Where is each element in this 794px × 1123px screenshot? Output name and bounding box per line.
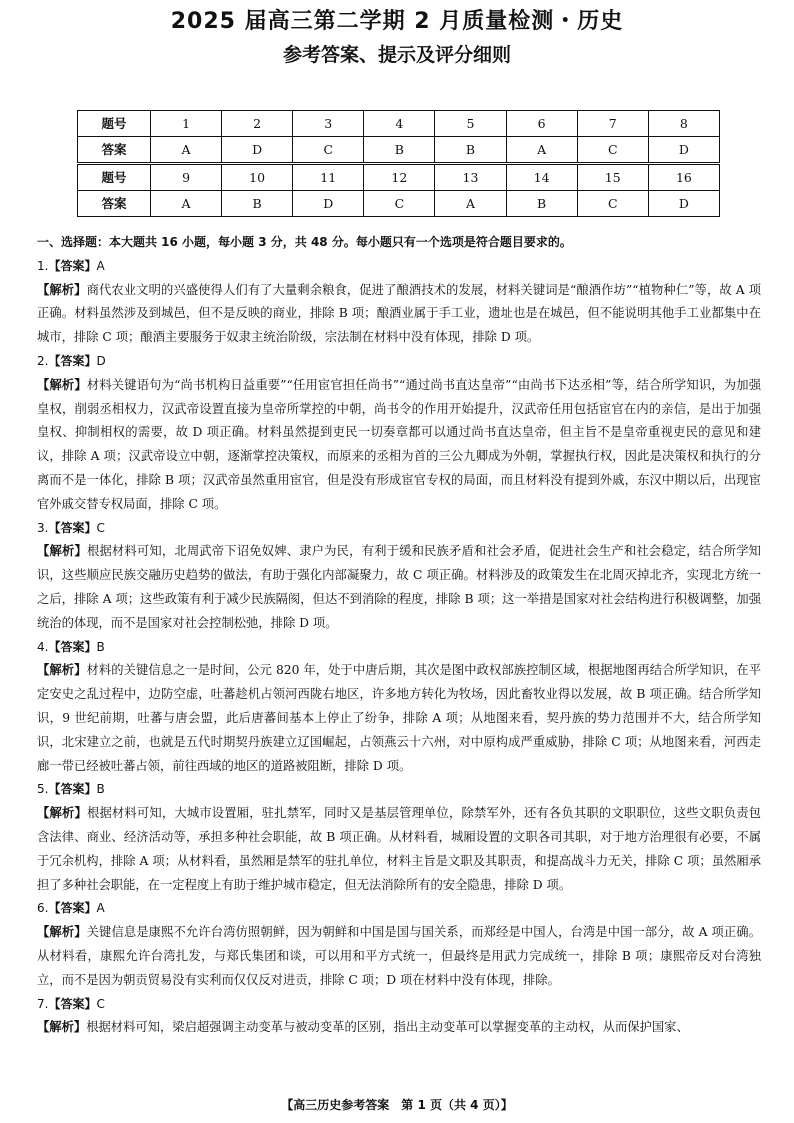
question-6 — [37, 897, 761, 992]
answer-tag: 【答案】 — [48, 353, 97, 368]
table-cell: A — [151, 137, 222, 164]
question-4 — [37, 636, 761, 779]
question-number: 6. — [37, 901, 49, 916]
analysis-text: 根据材料可知，大城市设置厢，驻扎禁军，同时又是基层管理单位，除禁军外，还有各负其职的文职职位，这些文职负责包含法律、商业、经济活动等，承担多种社会职能，故 B 项正确。从材料看，城厢设置的文职各司其职，对于地方治理很有必要，不属于冗余机构，排除 A 项；从材料看，虽然厢是禁军的驻扎单位，材料主旨是文职及其职责，和提高战斗力无关，排除 C 项；虽然厢承担了多种社会职能，在一定程度上有助于维护城市稳定，但无法消除所有的安全隐患，排除 D 项。 — [37, 806, 761, 892]
table-cell: B — [222, 191, 293, 217]
answer-tag: 【答案】 — [48, 520, 97, 535]
analysis-paragraph — [37, 374, 761, 517]
answer-value: B — [96, 782, 105, 797]
table-cell: 1 — [151, 111, 222, 137]
table-cell: 8 — [648, 111, 719, 137]
table-cell: B — [435, 137, 506, 164]
analysis-text: 材料的关键信息之一是时间，公元 820 年，处于中唐后期，其次是图中政权部族控制区域，根据地图再结合所学知识，在平定安史之乱过程中，边防空虚，吐蕃趁机占领河西陇右地区，许多地方转化为牧场，因此畜牧业得以发展，故 B 项正确。结合所学知识，9 世纪前期，吐蕃与唐会盟，此后唐蕃间基本上停止了纷争，排除 A 项；从地图来看，契丹族的势力范围并不大，结合所学知识，北宋建立之前，也就是五代时期契丹族建立辽国崛起，占领燕云十六州，对中原构成严重威胁，排除 C 项；从地图来看，河西走廊一带已经被吐蕃占领，前往西域的地区的道路被阻断，排除 D 项。 — [37, 663, 761, 773]
table-cell: 3 — [293, 111, 364, 137]
answer-line — [37, 350, 761, 374]
table-cell: 13 — [435, 164, 506, 191]
table-cell: B — [364, 137, 435, 164]
table-cell: C — [577, 137, 648, 164]
answer-tag: 【答案】 — [48, 258, 97, 273]
table-row-numbers-1 — [78, 111, 720, 137]
table-cell: A — [435, 191, 506, 217]
answer-tag: 【答案】 — [48, 782, 97, 797]
table-cell: C — [364, 191, 435, 217]
answer-tag: 【答案】 — [48, 639, 97, 654]
analysis-paragraph — [37, 802, 761, 897]
analysis-text: 材料关键语句为“尚书机构日益重要”“任用宦官担任尚书”“通过尚书直达皇帝”“由尚书下达丞相”等，结合所学知识，为加强皇权，削弱丞相权力，汉武帝设置直接为皇帝所掌控的中朝，尚书令的作用开始提升，汉武帝任用包括宦官在内的亲信，是出于加强皇权、抑制相权的需要，故 D 项正确。材料虽然提到吏民一切奏章都可以通过尚书直达皇帝，但主旨不是皇帝重视吏民的意见和建议，排除 A 项；汉武帝设立中朝，逐渐掌控决策权，而原来的丞相为首的三公九卿成为外朝，掌握执行权，因此是决策权和执行的分离而不是一体化，排除 B 项；汉武帝虽然重用宦官，但是没有形成宦官专权的局面，而且材料没有提到外戚，东汉中期以后，出现宦官外戚交替专权局面，排除 C 项。 — [37, 377, 761, 511]
analysis-paragraph — [37, 279, 761, 350]
table-cell: 7 — [577, 111, 648, 137]
answer-explanations — [37, 231, 761, 1040]
table-row-answers-2 — [78, 191, 720, 217]
answer-value: C — [96, 520, 105, 535]
table-cell: 9 — [151, 164, 222, 191]
answer-value: C — [96, 996, 105, 1011]
table-cell: 6 — [506, 111, 577, 137]
analysis-text: 商代农业文明的兴盛使得人们有了大量剩余粮食，促进了酿酒技术的发展，材料关键词是“酿酒作坊”“植物种仁”等，故 A 项正确。材料虽然涉及到城邑，但不是反映的商业，排除 B 项；酿酒业属于手工业，遗址也是在城邑，但不能说明其他手工业都集中在城市，排除 C 项；酿酒主要服务于奴隶主统治阶级，宗法制在材料中没有体现，排除 D 项。 — [37, 282, 761, 345]
analysis-text: 关键信息是康熙不允许台湾仿照朝鲜，因为朝鲜和中国是国与国关系，而郑经是中国人，台湾是中国一部分，故 A 项正确。从材料看，康熙允许台湾扎发，与郑氏集团和谈，可以用和平方式统一，但最终是用武力完成统一，排除 B 项；康熙帝反对台湾独立，而不是因为朝贡贸易没有实利而仅仅反对进贡，排除 C 项；D 项在材料中没有体现，排除。 — [37, 925, 761, 987]
table-cell: 11 — [293, 164, 364, 191]
analysis-tag: 【解析】 — [37, 377, 87, 392]
question-number: 1. — [37, 258, 49, 273]
question-2 — [37, 350, 761, 517]
table-cell: D — [222, 137, 293, 164]
row-label-ans: 答案 — [78, 137, 151, 164]
answer-tag: 【答案】 — [48, 996, 97, 1011]
question-1 — [37, 255, 761, 350]
table-cell: B — [506, 191, 577, 217]
question-number: 3. — [37, 520, 49, 535]
table-cell: D — [648, 137, 719, 164]
question-number: 5. — [37, 782, 49, 797]
analysis-paragraph — [37, 540, 761, 635]
table-cell: C — [293, 137, 364, 164]
answer-line — [37, 897, 761, 921]
section-heading: 一、选择题：本大题共 16 小题，每小题 3 分，共 48 分。每小题只有一个选项是符合题目要求的。 — [37, 235, 572, 249]
question-number: 2. — [37, 353, 49, 368]
table-cell: 5 — [435, 111, 506, 137]
analysis-tag: 【解析】 — [37, 806, 87, 821]
answer-value: A — [96, 901, 105, 916]
question-number: 7. — [37, 996, 49, 1011]
table-cell: A — [151, 191, 222, 217]
analysis-text: 根据材料可知，梁启超强调主动变革与被动变革的区别，指出主动变革可以掌握变革的主动权，从而保护国家、 — [86, 1020, 689, 1035]
table-cell: 10 — [222, 164, 293, 191]
question-5 — [37, 778, 761, 897]
row-label-num: 题号 — [78, 164, 151, 191]
answer-value: B — [96, 639, 105, 654]
analysis-tag: 【解析】 — [37, 663, 87, 678]
analysis-paragraph — [37, 659, 761, 778]
page-title: 2025 届高三第二学期 2 月质量检测・历史 — [170, 9, 624, 34]
question-7 — [37, 993, 761, 1041]
table-row-numbers-2 — [78, 164, 720, 191]
answer-line — [37, 517, 761, 541]
page-footer: 【高三历史参考答案 第 1 页（共 4 页）】 — [281, 1098, 513, 1112]
answer-value: D — [96, 353, 106, 368]
analysis-tag: 【解析】 — [37, 1020, 87, 1035]
answer-table — [77, 110, 720, 217]
table-cell: 16 — [648, 164, 719, 191]
answer-tag: 【答案】 — [48, 901, 97, 916]
table-cell: A — [506, 137, 577, 164]
table-cell: D — [648, 191, 719, 217]
page-subtitle: 参考答案、提示及评分细则 — [282, 44, 511, 66]
answer-value: A — [96, 258, 105, 273]
table-cell: 15 — [577, 164, 648, 191]
table-cell: 14 — [506, 164, 577, 191]
analysis-paragraph — [37, 1016, 761, 1040]
analysis-tag: 【解析】 — [37, 925, 87, 940]
table-cell: C — [577, 191, 648, 217]
row-label-num: 题号 — [78, 111, 151, 137]
analysis-text: 根据材料可知，北周武帝下诏免奴婢、隶户为民，有利于缓和民族矛盾和社会矛盾，促进社会生产和社会稳定，结合所学知识，这些顺应民族交融历史趋势的做法，有助于强化内部凝聚力，故 C 项正确。材料涉及的政策发生在北周灭掉北齐，实现北方统一之后，排除 A 项；这些政策有利于减少民族隔阂，但达不到消除的程度，排除 B 项；这一举措是国家对社会结构进行积极调整，加强统治的体现，而不是国家对社会控制松弛，排除 D 项。 — [37, 544, 761, 630]
table-cell: D — [293, 191, 364, 217]
answer-line — [37, 993, 761, 1017]
row-label-ans: 答案 — [78, 191, 151, 217]
question-number: 4. — [37, 639, 49, 654]
question-3 — [37, 517, 761, 636]
answer-line — [37, 778, 761, 802]
table-cell: 12 — [364, 164, 435, 191]
analysis-paragraph — [37, 921, 761, 992]
table-cell: 4 — [364, 111, 435, 137]
table-row-answers-1 — [78, 137, 720, 164]
answer-line — [37, 636, 761, 660]
analysis-tag: 【解析】 — [37, 544, 87, 559]
answer-line — [37, 255, 761, 279]
table-cell: 2 — [222, 111, 293, 137]
analysis-tag: 【解析】 — [37, 282, 87, 297]
